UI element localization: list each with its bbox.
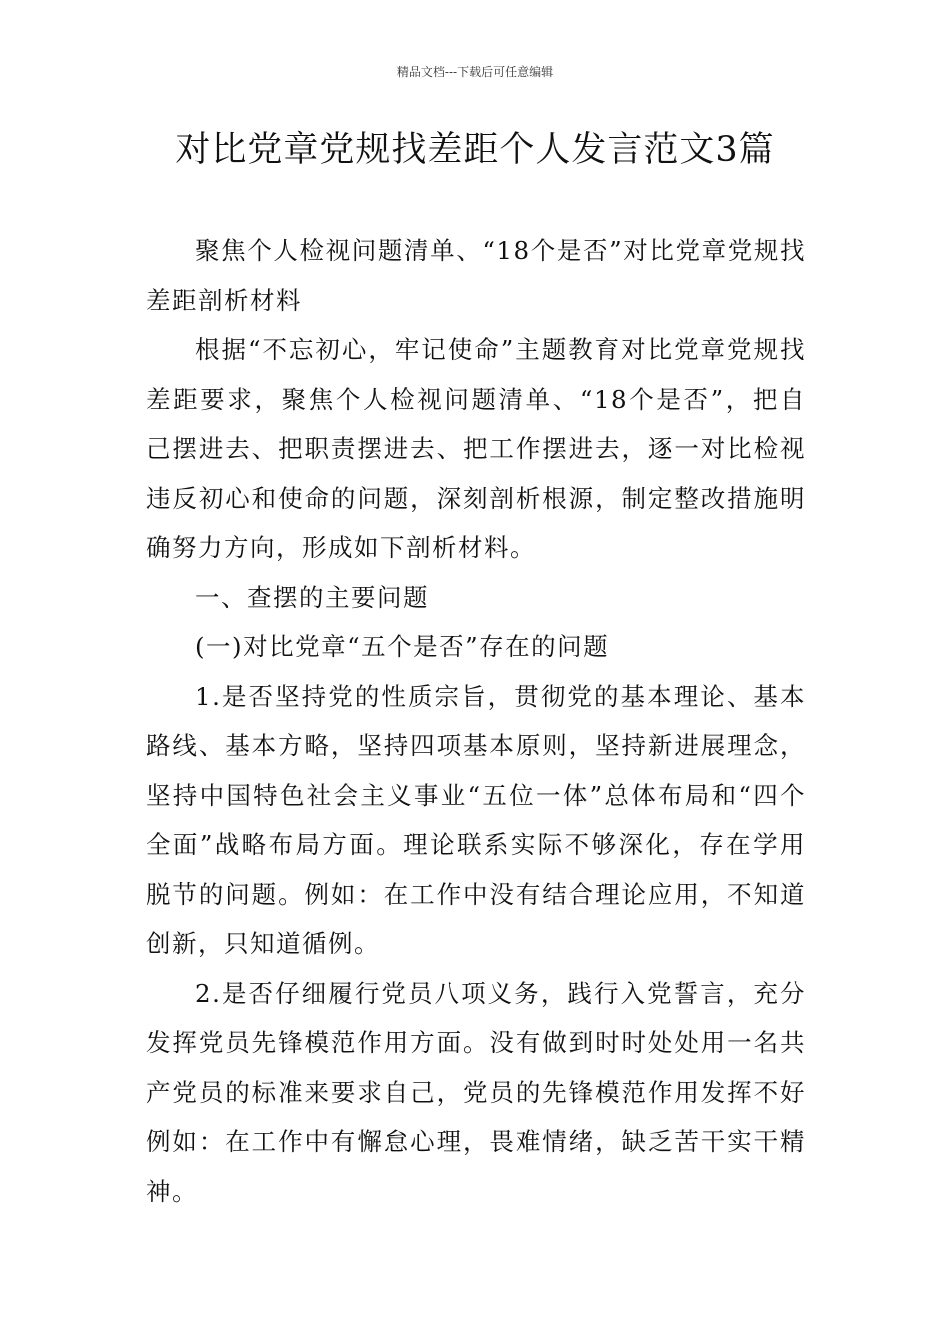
subsection-heading: (一)对比党章“五个是否”存在的问题	[195, 632, 610, 661]
document-title: 对比党章党规找差距个人发言范文3篇	[175, 130, 775, 170]
document-body	[146, 226, 806, 1216]
paragraph-item-1: 1.是否坚持党的性质宗旨，贯彻党的基本理论、基本路线、基本方略，坚持四项基本原则，坚持新进展理念，坚持中国特色社会主义事业“五位一体”总体布局和“四个全面”战略布局方面。理论联系实际不够深化，存在学用脱节的问题。例如：在工作中没有结合理论应用，不知道创新，只知道循例。	[146, 681, 806, 958]
header-note: 精品文档---下载后可任意编辑	[396, 65, 554, 79]
paragraph-subject: 聚焦个人检视问题清单、“18个是否”对比党章党规找差距剖析材料	[146, 236, 806, 315]
paragraph-item-2: 2.是否仔细履行党员八项义务，践行入党誓言，充分发挥党员先锋模范作用方面。没有做到时时处处用一名共产党员的标准来要求自己，党员的先锋模范作用发挥不好例如：在工作中有懈怠心理，畏难情绪，缺乏苦干实干精神。	[146, 978, 806, 1206]
paragraph-intro: 根据“不忘初心，牢记使命”主题教育对比党章党规找差距要求，聚焦个人检视问题清单、“18个是否”，把自己摆进去、把职责摆进去、把工作摆进去，逐一对比检视违反初心和使命的问题，深刻剖析根源，制定整改措施明确努力方向，形成如下剖析材料。	[146, 335, 806, 562]
section-heading: 一、查摆的主要问题	[195, 582, 429, 612]
